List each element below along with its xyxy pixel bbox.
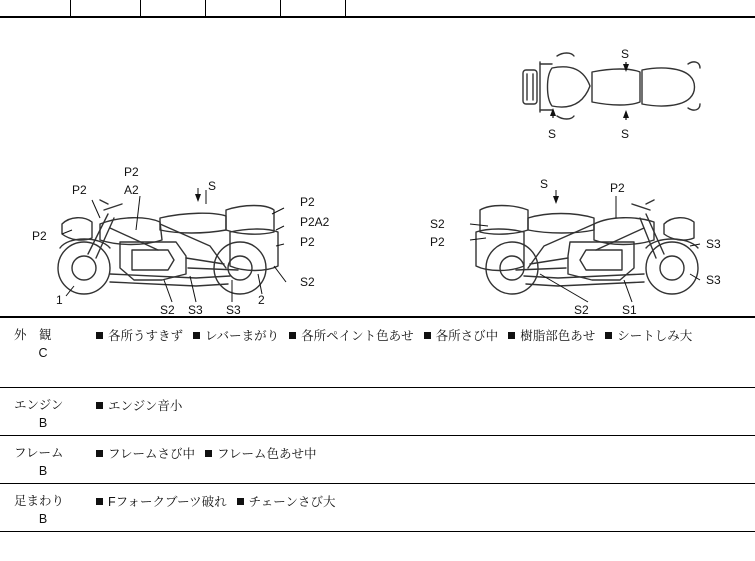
topview-mark-s-top: S <box>621 47 630 61</box>
condition-item-label: シートしみ大 <box>617 329 693 343</box>
bullet-icon <box>605 332 612 339</box>
leftview-mark-s2-b: S2 <box>160 303 175 317</box>
condition-item-label: エンジン音小 <box>108 399 183 413</box>
condition-item <box>237 492 336 512</box>
category-grade: B <box>38 464 48 478</box>
condition-item-label: フレーム色あせ中 <box>217 447 317 461</box>
condition-category-frame <box>0 436 92 480</box>
category-label: エンジン <box>14 398 64 412</box>
leftview-mark-p2a2: P2A2 <box>300 215 330 229</box>
condition-row-suspension <box>0 484 755 532</box>
condition-item <box>424 326 499 346</box>
bullet-icon <box>424 332 431 339</box>
bullet-icon <box>289 332 296 339</box>
leftview-mark-one: 1 <box>56 293 63 307</box>
leftview-mark-two: 2 <box>258 293 265 307</box>
condition-item <box>96 326 183 346</box>
category-label: 足まわり <box>14 494 65 508</box>
leftview-mark-s3-b: S3 <box>226 303 241 317</box>
topview-mark-s-left: S <box>548 127 557 141</box>
condition-item-label: Fフォークブーツ破れ <box>108 495 227 509</box>
category-label: フレーム <box>14 446 64 460</box>
condition-item-label: 各所さび中 <box>435 329 499 343</box>
condition-item <box>96 396 182 416</box>
leftview-mark-s: S <box>208 179 217 193</box>
rightview-mark-p2-a: P2 <box>610 181 625 195</box>
leftview-mark-p2-c: P2 <box>32 229 47 243</box>
bullet-icon <box>193 332 200 339</box>
rightview-mark-s2-b: S2 <box>574 303 589 317</box>
condition-item <box>205 444 317 464</box>
category-grade: C <box>38 346 48 360</box>
rightview-mark-s1: S1 <box>622 303 637 317</box>
bullet-icon <box>205 450 212 457</box>
condition-row-frame <box>0 436 755 484</box>
bullet-icon <box>96 402 103 409</box>
leftview-mark-p2-e: P2 <box>300 235 315 249</box>
bullet-icon <box>96 332 103 339</box>
leftview-mark-p2-d: P2 <box>300 195 315 209</box>
rightview-mark-s3-b: S3 <box>706 273 721 287</box>
damage-diagram-panel <box>0 18 755 318</box>
rightview-mark-p2-b: P2 <box>430 235 445 249</box>
category-label: 外 観 <box>14 328 52 342</box>
condition-category-engine <box>0 388 92 432</box>
condition-item <box>605 326 692 346</box>
top-table-strip <box>0 0 755 18</box>
condition-row-engine <box>0 388 755 436</box>
condition-category-suspension <box>0 484 92 528</box>
rightview-mark-s3-a: S3 <box>706 237 721 251</box>
condition-item-label: 各所ペイント色あせ <box>301 329 414 343</box>
rightview-mark-s: S <box>540 177 549 191</box>
leftview-mark-p2-a: P2 <box>72 183 87 197</box>
sheet-bottom-space <box>0 532 755 561</box>
bullet-icon <box>237 498 244 505</box>
bullet-icon <box>508 332 515 339</box>
condition-item-label: 各所うすきず <box>108 329 184 343</box>
condition-row-exterior <box>0 318 755 388</box>
condition-item <box>289 326 414 346</box>
condition-rows <box>0 318 755 561</box>
topview-mark-s-right: S <box>621 127 630 141</box>
rightview-mark-s2-a: S2 <box>430 217 445 231</box>
condition-item <box>96 444 195 464</box>
bullet-icon <box>96 450 103 457</box>
condition-item-label: 樹脂部色あせ <box>520 329 596 343</box>
leftview-mark-s3-a: S3 <box>188 303 203 317</box>
leftview-mark-s2-a: S2 <box>300 275 315 289</box>
condition-items-suspension <box>92 484 755 512</box>
leftview-mark-a2: A2 <box>124 183 139 197</box>
condition-items-frame <box>92 436 755 464</box>
condition-category-exterior <box>0 318 92 362</box>
bullet-icon <box>96 498 103 505</box>
category-grade: B <box>38 416 48 430</box>
condition-item-label: フレームさび中 <box>108 447 196 461</box>
leftview-mark-p2-b: P2 <box>124 165 139 179</box>
category-grade: B <box>38 512 48 526</box>
condition-item-label: チェーンさび大 <box>248 495 336 509</box>
condition-items-exterior <box>92 318 755 346</box>
condition-item-label: レバーまがり <box>205 329 280 343</box>
condition-item <box>193 326 279 346</box>
condition-items-engine <box>92 388 755 416</box>
condition-item <box>96 492 227 512</box>
condition-item <box>508 326 595 346</box>
